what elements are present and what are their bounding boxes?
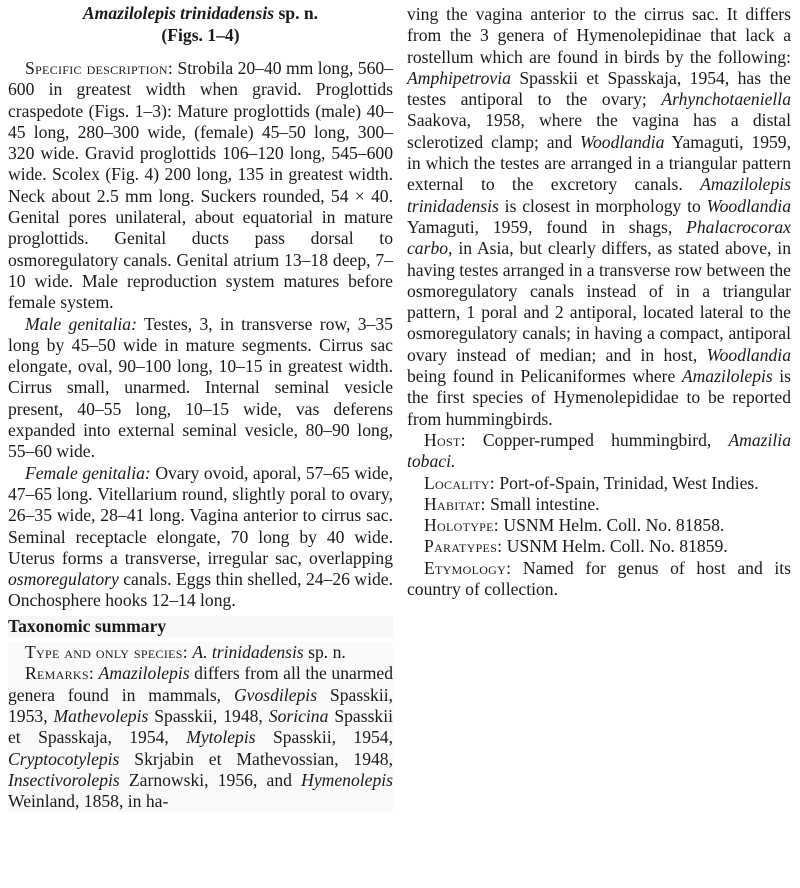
remarks-segment: Yamaguti, 1959, in which the testes are arranged in a triangular pattern external to the excretory canals. [407, 131, 791, 195]
remarks-paragraph-right [407, 4, 791, 430]
figure-reference: (Figs. 1–4) [161, 25, 240, 45]
taxon-name: Soricina [268, 705, 329, 726]
male-genitalia-paragraph [8, 314, 393, 463]
taxon-name: Insectivorolepis [8, 769, 120, 790]
remarks-segment: Spasskii et Spasskaja, 1954, has the testes antiporal to the ovary; [407, 67, 791, 110]
paratypes-text: USNM Helm. Coll. No. 81859. [502, 536, 728, 557]
remarks-segment: in Asia, but clearly differs, as stated above, in having testes arranged in a transverse row between the osmoregulatory canals instead of in a triangular pattern, 1 poral and 2 antiporal, located lateral to the osmoregulatory canals; in having a compact, antiporal ovary instead of median; and in host, [407, 238, 791, 365]
remarks-segment: Weinland, 1858, in ha- [8, 791, 169, 812]
locality-text: Port-of-Spain, Trinidad, West Indies. [495, 472, 759, 493]
type-species-value: A. trinidadensis [192, 642, 304, 663]
remarks-text-left [8, 663, 393, 811]
specific-description-paragraph [8, 58, 393, 314]
remarks-segment: Spasskii, 1953, [8, 684, 393, 726]
taxon-name: Amazilolepis trinidadensis [407, 174, 791, 216]
female-genitalia-label: Female genitalia: [25, 462, 151, 483]
specific-description-text: Strobila 20–40 mm long, 560–600 in greatest width when gravid. Proglottids craspedote (Figs. 1–3): Mature proglottids (male) 40–45 long, 280–300 wide, (female) 45–50 long, 300–320 wide. Gravid proglottids 106–120 long, 545–600 wide. Scolex (Fig. 4) 200 long, 135 in greatest width. Neck about 2.5 mm long. Suckers rounded, 54 × 40. Genital pores unilateral, about equatorial in mature proglottids. Genital ducts pass dorsal to osmoregulatory canals. Genital atrium 13–18 deep, 7–10 wide. Male reproduction system matures before female system. [8, 58, 393, 313]
taxonomic-summary-heading: Taxonomic summary [8, 616, 393, 637]
remarks-segment: Spasskii, 1954, [255, 727, 393, 748]
taxon-name: Woodlandia [706, 344, 791, 365]
taxon-name: Mytolepis [186, 727, 256, 748]
host-species: Amazilia tobaci. [407, 429, 791, 472]
left-column [8, 0, 393, 812]
remarks-segment: is the first species of Hymenolepididae to be reported from hummingbirds. [407, 366, 791, 429]
taxon-name: Amphipetrovia [407, 67, 511, 88]
taxon-name: Gvosdilepis [233, 684, 318, 705]
remarks-segment: Zarnowski, 1956, and [119, 769, 302, 790]
taxon-name: Arhynchotaeniella [661, 89, 791, 110]
remarks-label: Remarks: [25, 663, 95, 684]
type-species-paragraph [8, 642, 393, 663]
taxon-name: Cryptocotylepis [8, 748, 120, 769]
holotype-paragraph [407, 515, 791, 536]
etymology-paragraph [407, 558, 791, 601]
paratypes-paragraph [407, 536, 791, 557]
habitat-text: Small intestine. [485, 493, 600, 514]
host-label: Host: [424, 429, 466, 450]
species-title [8, 2, 393, 46]
taxon-name: Woodlandia [579, 131, 665, 152]
taxon-name: Mathevolepis [53, 705, 149, 726]
habitat-label: Habitat: [424, 493, 486, 514]
right-column [407, 4, 791, 600]
specific-description-label: Specific description: [25, 58, 174, 78]
remarks-text-right [407, 4, 791, 429]
remarks-segment: Spasskii et Spasskaja, 1954, [8, 705, 394, 748]
female-genitalia-italic: osmoregulatory [8, 569, 119, 590]
etymology-label: Etymology: [424, 557, 512, 578]
paratypes-label: Paratypes: [424, 536, 503, 557]
taxon-name: Hymenolepis [301, 769, 393, 790]
female-genitalia-text-2: canals. Eggs thin shelled, 24–26 wide. Onchosphere hooks 12–14 long. [8, 569, 393, 611]
male-genitalia-text: Testes, 3, in transverse row, 3–35 long by 45–50 wide in mature segments. Cirrus sac elongate, oval, 90–100 long, 10–15 in greatest width. Cirrus small, unarmed. Internal seminal vesicle present, 40–55 long, 10–15 wide, vas deferens expanded into external seminal vesicle, 80–90 long, 55–60 wide. [8, 313, 393, 462]
type-species-suffix: sp. n. [303, 642, 346, 663]
type-species-label: Type and only species: [25, 642, 188, 663]
remarks-segment: Spasskii, 1948, [148, 705, 269, 726]
locality-paragraph [407, 473, 791, 494]
remarks-segment: Skrjabin et Mathevossian, 1948, [119, 748, 393, 769]
locality-label: Locality: [424, 472, 495, 493]
taxon-name: Amazilolepis [681, 366, 773, 387]
taxon-name: Woodlandia [706, 195, 791, 216]
etymology-text: Named for genus of host and its country of collection. [407, 557, 791, 600]
host-paragraph [407, 430, 791, 473]
remarks-segment: Yamaguti, 1959, found in shags, [407, 216, 687, 237]
species-suffix: sp. n. [274, 3, 319, 23]
habitat-paragraph [407, 494, 791, 515]
remarks-segment: Saakova, 1958, where the vagina has a distal sclerotized clamp; and [407, 110, 791, 152]
holotype-label: Holotype: [424, 515, 499, 536]
species-name: Amazilolepis trinidadensis [82, 3, 275, 23]
remarks-segment: is closest in morphology to [498, 195, 707, 216]
remarks-segment: ving the vagina anterior to the cirrus sac. It differs from the 3 genera of Hymenolepidinae that lack a rostellum which are found in birds by the following: [407, 4, 791, 67]
taxon-name: Amazilolepis [98, 663, 190, 684]
taxon-name: Phalacrocorax carbo, [407, 216, 791, 259]
female-genitalia-text-1: Ovary ovoid, aporal, 57–65 wide, 47–65 long. Vitellarium round, slightly poral to ovary, 26–35 wide, 28–41 long. Vagina anterior to cirrus sac. Seminal receptacle elongate, 70 long by 40 wide. Uterus forms a transverse, irregular sac, overlapping [8, 462, 394, 568]
male-genitalia-label: Male genitalia: [25, 313, 137, 334]
female-genitalia-paragraph [8, 463, 393, 612]
host-text: Copper-rumped hummingbird, [465, 429, 729, 450]
remarks-segment: being found in Pelicaniformes where [407, 366, 682, 387]
remarks-segment: differs from all the unarmed genera found in mammals, [8, 663, 393, 705]
remarks-paragraph-left [8, 663, 393, 812]
holotype-text: USNM Helm. Coll. No. 81858. [498, 515, 725, 536]
